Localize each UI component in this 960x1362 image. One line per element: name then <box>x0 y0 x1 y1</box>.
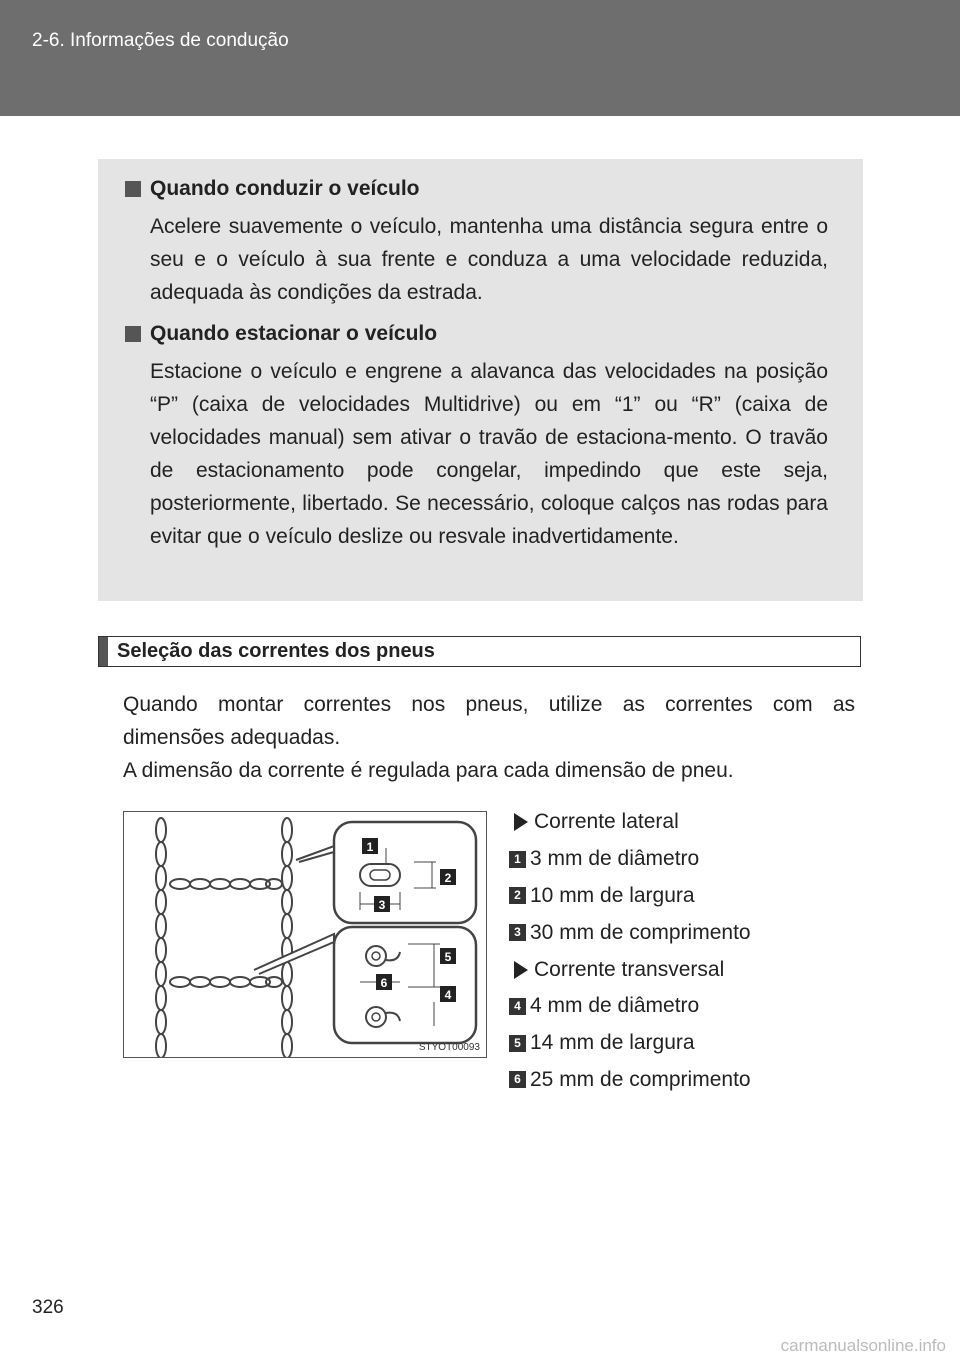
legend-text: Corrente transversal <box>534 957 725 981</box>
detail-box-cross <box>334 927 476 1043</box>
legend-row <box>509 1025 929 1062</box>
callout-label: 4 <box>444 988 452 1002</box>
side-chain-left <box>156 818 166 1057</box>
number-badge: 2 <box>509 887 526 904</box>
callout-label: 6 <box>380 976 388 990</box>
intro-line: Quando montar correntes nos pneus, utilize as correntes com as <box>123 693 855 716</box>
info-item-text: Acelere suavemente o veículo, mantenha uma distância segura entre o seu e o veículo à sua frente e conduza a uma velocidade reduzida, adequada às condições da estrada. <box>150 215 828 304</box>
legend-row <box>509 1062 929 1099</box>
legend-text: Corrente lateral <box>534 810 679 834</box>
section-title-bar <box>99 637 108 666</box>
legend-text: 3 mm de diâmetro <box>530 847 700 871</box>
info-title-text: Quando conduzir o veículo <box>150 177 420 200</box>
legend-row <box>509 841 929 878</box>
legend-row <box>509 951 929 988</box>
tire-chain-illustration <box>124 812 486 1057</box>
intro-line: A dimensão da corrente é regulada para cada dimensão de pneu. <box>123 759 734 782</box>
intro-line: dimensões adequadas. <box>123 726 341 749</box>
square-bullet-icon <box>125 181 141 197</box>
legend-text: 25 mm de comprimento <box>530 1067 751 1091</box>
intro-paragraph <box>123 688 855 787</box>
section-title-text: Seleção das correntes dos pneus <box>117 640 435 662</box>
info-item-title <box>98 176 863 202</box>
number-badge: 4 <box>509 998 526 1015</box>
legend-row <box>509 804 929 841</box>
callout-label: 2 <box>444 871 452 885</box>
info-item-parking <box>98 321 863 553</box>
callout-label: 3 <box>378 898 386 912</box>
info-box <box>98 159 863 601</box>
legend-row <box>509 988 929 1025</box>
callout-label: 5 <box>444 950 452 964</box>
page-header <box>0 0 960 116</box>
info-item-title <box>98 321 863 347</box>
legend-text: 14 mm de largura <box>530 1031 695 1055</box>
callout-label: 1 <box>366 840 374 854</box>
triangle-arrow-icon <box>514 813 528 831</box>
triangle-arrow-icon <box>514 961 528 979</box>
figure-code: STYOT00093 <box>418 1042 480 1053</box>
info-item-driving <box>98 176 863 309</box>
number-badge: 1 <box>509 851 526 868</box>
watermark: carmanualsonline.info <box>780 1336 946 1355</box>
section-heading: 2-6. Informações de condução <box>32 30 289 51</box>
legend-row <box>509 878 929 915</box>
number-badge: 5 <box>509 1035 526 1052</box>
legend-text: 4 mm de diâmetro <box>530 994 700 1018</box>
legend-text: 30 mm de comprimento <box>530 920 751 944</box>
number-badge: 6 <box>509 1071 526 1088</box>
cross-chain-bottom <box>170 977 282 987</box>
section-title <box>98 636 861 667</box>
legend-text: 10 mm de largura <box>530 883 695 907</box>
info-title-text: Quando estacionar o veículo <box>150 322 438 345</box>
chain-legend <box>509 804 929 1098</box>
page-number: 326 <box>32 1297 64 1318</box>
number-badge: 3 <box>509 924 526 941</box>
tire-chain-figure <box>123 811 487 1058</box>
legend-row <box>509 914 929 951</box>
cross-chain-top <box>170 879 282 889</box>
square-bullet-icon <box>125 326 141 342</box>
side-chain-right <box>282 818 292 1057</box>
info-item-text: Estacione o veículo e engrene a alavanca das velocidades na posição “P” (caixa de velocidades Multidrive) ou em “1” ou “R” (caixa de velocidades manual) sem ativar o travão de estaciona-mento. O travão de estacionamento pode congelar, impedindo que este seja, posteriormente, libertado. Se necessário, coloque calços nas rodas para evitar que o veículo deslize ou resvale inadvertidamente. <box>150 360 828 548</box>
